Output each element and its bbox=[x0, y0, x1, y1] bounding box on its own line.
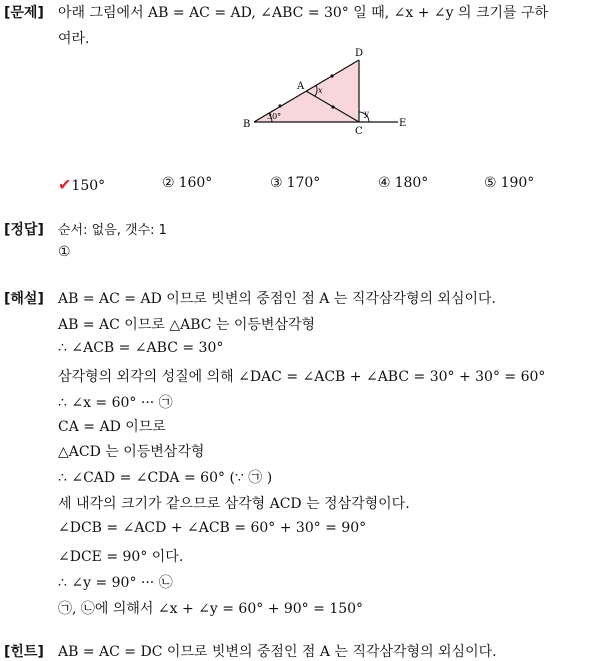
choice-1[interactable] bbox=[58, 175, 105, 194]
hint-label: [힌트] bbox=[4, 644, 44, 660]
solution-line-4: 삼각형의 외각의 성질에 의해 ∠DAC = ∠ACB + ∠ABC = 30° + 30° = 60° bbox=[58, 369, 546, 385]
problem-text-line1: 아래 그림에서 AB = AC = AD, ∠ABC = 30° 일 때, ∠x + ∠y 의 크기를 구하 bbox=[58, 5, 549, 21]
solution-line-8: ∴ ∠CAD = ∠CDA = 60° (∵ ㉠ ) bbox=[58, 470, 273, 486]
label-e: E bbox=[399, 118, 407, 129]
answer-choices bbox=[58, 175, 578, 197]
tick-mark-ac bbox=[331, 105, 334, 108]
choice-3[interactable] bbox=[270, 175, 320, 191]
choice-2-number: ② bbox=[162, 175, 175, 191]
answer-label: [정답] bbox=[4, 222, 44, 238]
solution-line-5: ∴ ∠x = 60° ··· ㉠ bbox=[58, 395, 173, 411]
solution-line-10: ∠DCB = ∠ACD + ∠ACB = 60° + 30° = 90° bbox=[58, 520, 367, 536]
label-y: y bbox=[364, 109, 369, 118]
choice-2-text: 160° bbox=[178, 175, 213, 191]
label-b: B bbox=[243, 119, 251, 130]
solution-line-13: ㉠, ㉡에 의해서 ∠x + ∠y = 60° + 90° = 150° bbox=[58, 601, 364, 617]
choice-2[interactable] bbox=[162, 175, 212, 191]
choice-3-number: ③ bbox=[270, 175, 283, 191]
solution-line-6: CA = AD 이므로 bbox=[58, 419, 166, 435]
solution-line-9: 세 내각의 크기가 같으므로 삼각형 ACD 는 정삼각형이다. bbox=[58, 496, 410, 512]
solution-line-1: AB = AC = AD 이므로 빗변의 중점인 점 A 는 직각삼각형의 외심이다. bbox=[58, 291, 496, 307]
label-x: x bbox=[318, 86, 323, 95]
tick-mark-ad bbox=[330, 74, 333, 77]
solution-line-7: △ACD 는 이등변삼각형 bbox=[58, 444, 205, 460]
label-a: A bbox=[297, 81, 305, 92]
tick-mark-ba bbox=[278, 104, 281, 107]
check-mark-icon: ✔ bbox=[58, 175, 72, 194]
choice-4-text: 180° bbox=[394, 175, 429, 191]
label-angle-30: 30° bbox=[267, 112, 282, 121]
hint-text: AB = AC = DC 이므로 빗변의 중점인 점 A 는 직각삼각형의 외심이다. bbox=[58, 644, 497, 660]
choice-3-text: 170° bbox=[286, 175, 321, 191]
problem-text-line2: 여라. bbox=[58, 31, 90, 47]
solution-line-12: ∴ ∠y = 90° ··· ㉡ bbox=[58, 575, 173, 591]
answer-order-count: 순서: 없음, 갯수: 1 bbox=[58, 223, 167, 238]
choice-5[interactable] bbox=[484, 175, 534, 191]
label-c: C bbox=[355, 126, 363, 137]
solution-line-11: ∠DCE = 90° 이다. bbox=[58, 549, 184, 565]
label-d: D bbox=[355, 48, 364, 59]
problem-label: [문제] bbox=[4, 5, 44, 21]
choice-5-text: 190° bbox=[500, 175, 535, 191]
solution-line-2: AB = AC 이므로 △ABC 는 이등변삼각형 bbox=[58, 317, 316, 333]
solution-line-3: ∴ ∠ACB = ∠ABC = 30° bbox=[58, 340, 224, 356]
triangle-figure bbox=[0, 45, 592, 145]
choice-4[interactable] bbox=[378, 175, 428, 191]
choice-1-text: 150° bbox=[71, 178, 106, 194]
answer-value: ① bbox=[58, 244, 71, 260]
choice-5-number: ⑤ bbox=[484, 175, 497, 191]
solution-label: [해설] bbox=[4, 291, 44, 307]
choice-4-number: ④ bbox=[378, 175, 391, 191]
